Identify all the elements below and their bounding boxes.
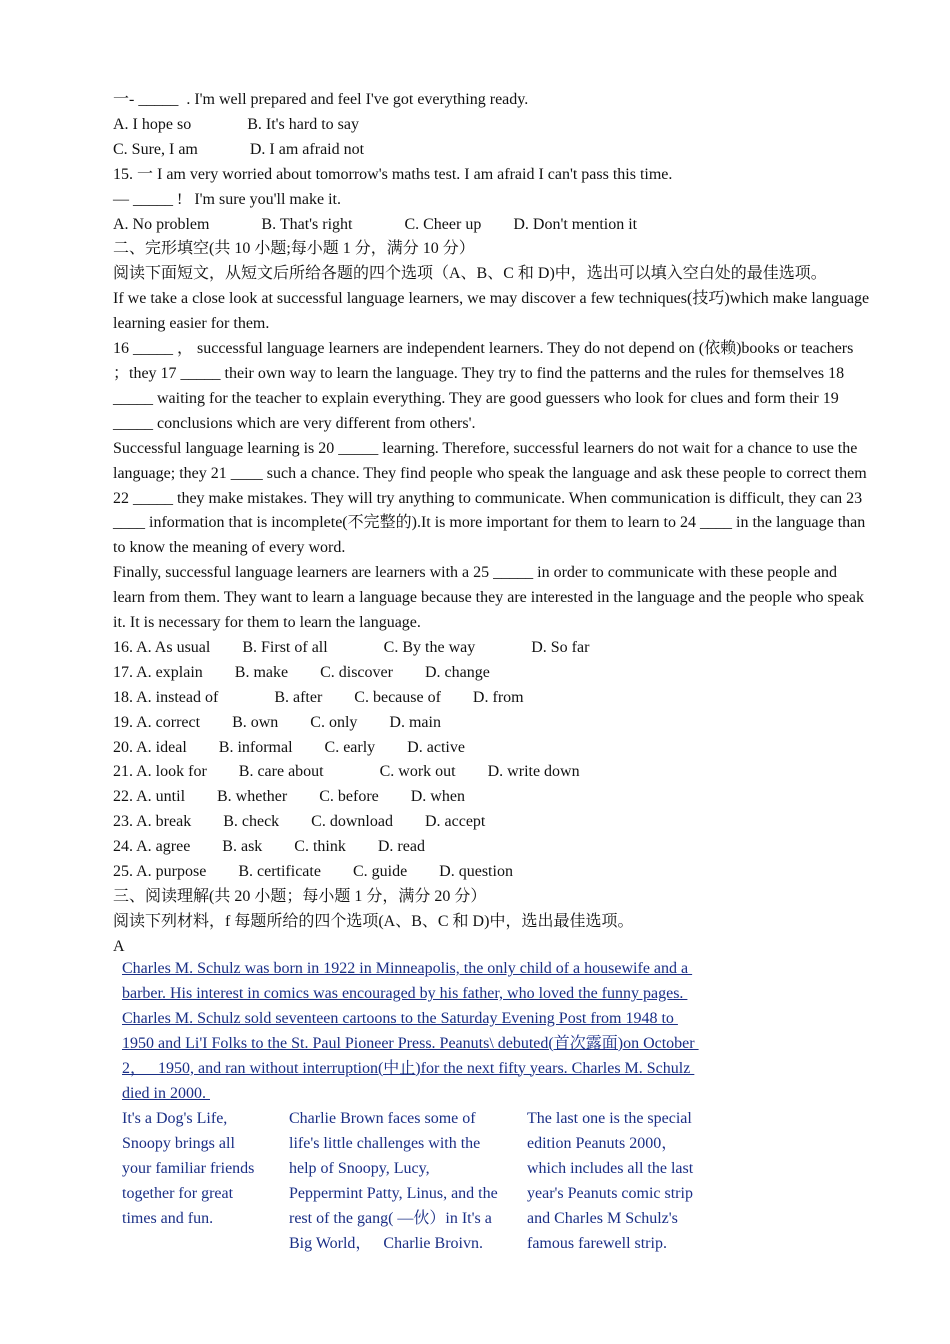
option-row-17: 17. A. explain B. make C. discover D. change bbox=[113, 663, 490, 681]
cloze-paragraph-4: Finally, successful language learners are learners with a 25 _____ in order to communicate with these people and learn from them. They want to learn a language because they are interested in the language and the people who speak it. It is necessary for them to learn the language. bbox=[113, 564, 864, 632]
column-line: and Charles M Schulz's bbox=[527, 1209, 682, 1227]
column-peanuts-2000 bbox=[527, 1107, 727, 1256]
passage-a-line: Charles M. Schulz sold seventeen cartoons to the Saturday Evening Post from 1948 to bbox=[122, 1009, 678, 1027]
column-line: Big World， Charlie Broivn. bbox=[289, 1234, 483, 1252]
column-line: edition Peanuts 2000， bbox=[527, 1134, 690, 1152]
question-14-options-cd: C. Sure, I am D. I am afraid not bbox=[113, 140, 365, 158]
column-line: times and fun. bbox=[122, 1209, 214, 1227]
option-row-23: 23. A. break B. check C. download D. accept bbox=[113, 813, 486, 831]
passage-a-line: 2， 1950, and ran without interruption(中止)for the next fifty years. Charles M. Schulz bbox=[122, 1059, 695, 1077]
passage-a-line: Charles M. Schulz was born in 1922 in Minneapolis, the only child of a housewife and a bbox=[122, 960, 693, 977]
column-line: rest of the gang( —伙）in It's a bbox=[289, 1209, 496, 1227]
cloze-paragraph-2: 16 _____ ， successful language learners are independent learners. They do not depend on (依赖)books or teachers ；they 17 _____ their own way to learn the language. They try to find the patterns and the rules for themselves 18 _____ waiting for the teacher to explain everything. They are good guessers who look for clues and form their 19 _____ conclusions which are very different from others'. bbox=[113, 340, 854, 432]
cloze-paragraph-1: If we take a close look at successful language learners, we may discover a few techniques(技巧)which make language learning easier for them. bbox=[113, 290, 870, 333]
column-line: your familiar friends bbox=[122, 1159, 259, 1177]
column-line: together for great bbox=[122, 1184, 238, 1202]
question-14-prompt: 一- _____ . I'm well prepared and feel I've got everything ready. bbox=[113, 91, 529, 108]
part-a-label: A bbox=[113, 937, 125, 955]
column-line: The last one is the special bbox=[527, 1110, 696, 1127]
passage-a-line: barber. His interest in comics was encouraged by his father, who loved the funny pages. bbox=[122, 984, 688, 1002]
question-15-reply: — _____ ! I'm sure you'll make it. bbox=[113, 190, 341, 208]
column-line: year's Peanuts comic strip bbox=[527, 1184, 697, 1202]
section-2-title: 二、完形填空(共 10 小题;每小题 1 分，满分 10 分） bbox=[113, 240, 475, 258]
column-dogs-life bbox=[122, 1107, 272, 1232]
option-row-21: 21. A. look for B. care about C. work out D. write down bbox=[113, 763, 580, 781]
column-line: famous farewell strip. bbox=[527, 1234, 667, 1252]
passage-a-line: died in 2000. bbox=[122, 1084, 210, 1102]
option-row-20: 20. A. ideal B. informal C. early D. active bbox=[113, 738, 465, 756]
passage-a-intro bbox=[122, 957, 742, 1106]
option-row-16: 16. A. As usual B. First of all C. By the way D. So far bbox=[113, 638, 590, 656]
column-line: help of Snoopy, Lucy, bbox=[289, 1159, 434, 1177]
column-line: It's a Dog's Life, bbox=[122, 1110, 232, 1127]
option-row-18: 18. A. instead of B. after C. because of D. from bbox=[113, 688, 524, 706]
question-15-options: A. No problem B. That's right C. Cheer up D. Don't mention it bbox=[113, 215, 638, 233]
question-14-options-ab: A. I hope so B. It's hard to say bbox=[113, 115, 359, 133]
column-big-world bbox=[289, 1107, 514, 1256]
column-line: Snoopy brings all bbox=[122, 1134, 239, 1152]
option-row-25: 25. A. purpose B. certificate C. guide D. question bbox=[113, 863, 513, 881]
column-line: life's little challenges with the bbox=[289, 1134, 485, 1152]
passage-a-line: 1950 and Li'I Folks to the St. Paul Pioneer Press. Peanuts\ debuted(首次露面)on October bbox=[122, 1034, 699, 1052]
option-row-22: 22. A. until B. whether C. before D. when bbox=[113, 788, 465, 806]
option-row-24: 24. A. agree B. ask C. think D. read bbox=[113, 838, 425, 856]
option-row-19: 19. A. correct B. own C. only D. main bbox=[113, 713, 441, 731]
column-line: Peppermint Patty, Linus, and the bbox=[289, 1184, 502, 1202]
question-15-prompt: 15. 一 I am very worried about tomorrow's maths test. I am afraid I can't pass this time. bbox=[113, 165, 673, 183]
section-2-instruction: 阅读下面短文，从短文后所给各题的四个选项（A、B、C 和 D)中，选出可以填入空白处的最佳选项。 bbox=[113, 265, 827, 283]
cloze-paragraph-3: Successful language learning is 20 _____ learning. Therefore, successful learners do not wait for a chance to use the language; they 21 ____ such a chance. They find people who speak the language and ask these people to correct them 22 _____ they make mistakes. They will try anything to communicate. When communication is difficult, they can 23 ____ information that is incomplete(不完整的).It is more important for them to learn to 24 ____ in the language than to know the meaning of every word. bbox=[113, 439, 867, 557]
exam-page bbox=[113, 88, 873, 960]
section-3-instruction: 阅读下列材料，f 每题所给的四个选项(A、B、C 和 D)中，选出最佳选项。 bbox=[113, 912, 634, 930]
column-line: which includes all the last bbox=[527, 1159, 698, 1177]
section-3-title: 三、阅读理解(共 20 小题；每小题 1 分，满分 20 分） bbox=[113, 888, 487, 905]
column-line: Charlie Brown faces some of bbox=[289, 1110, 480, 1127]
